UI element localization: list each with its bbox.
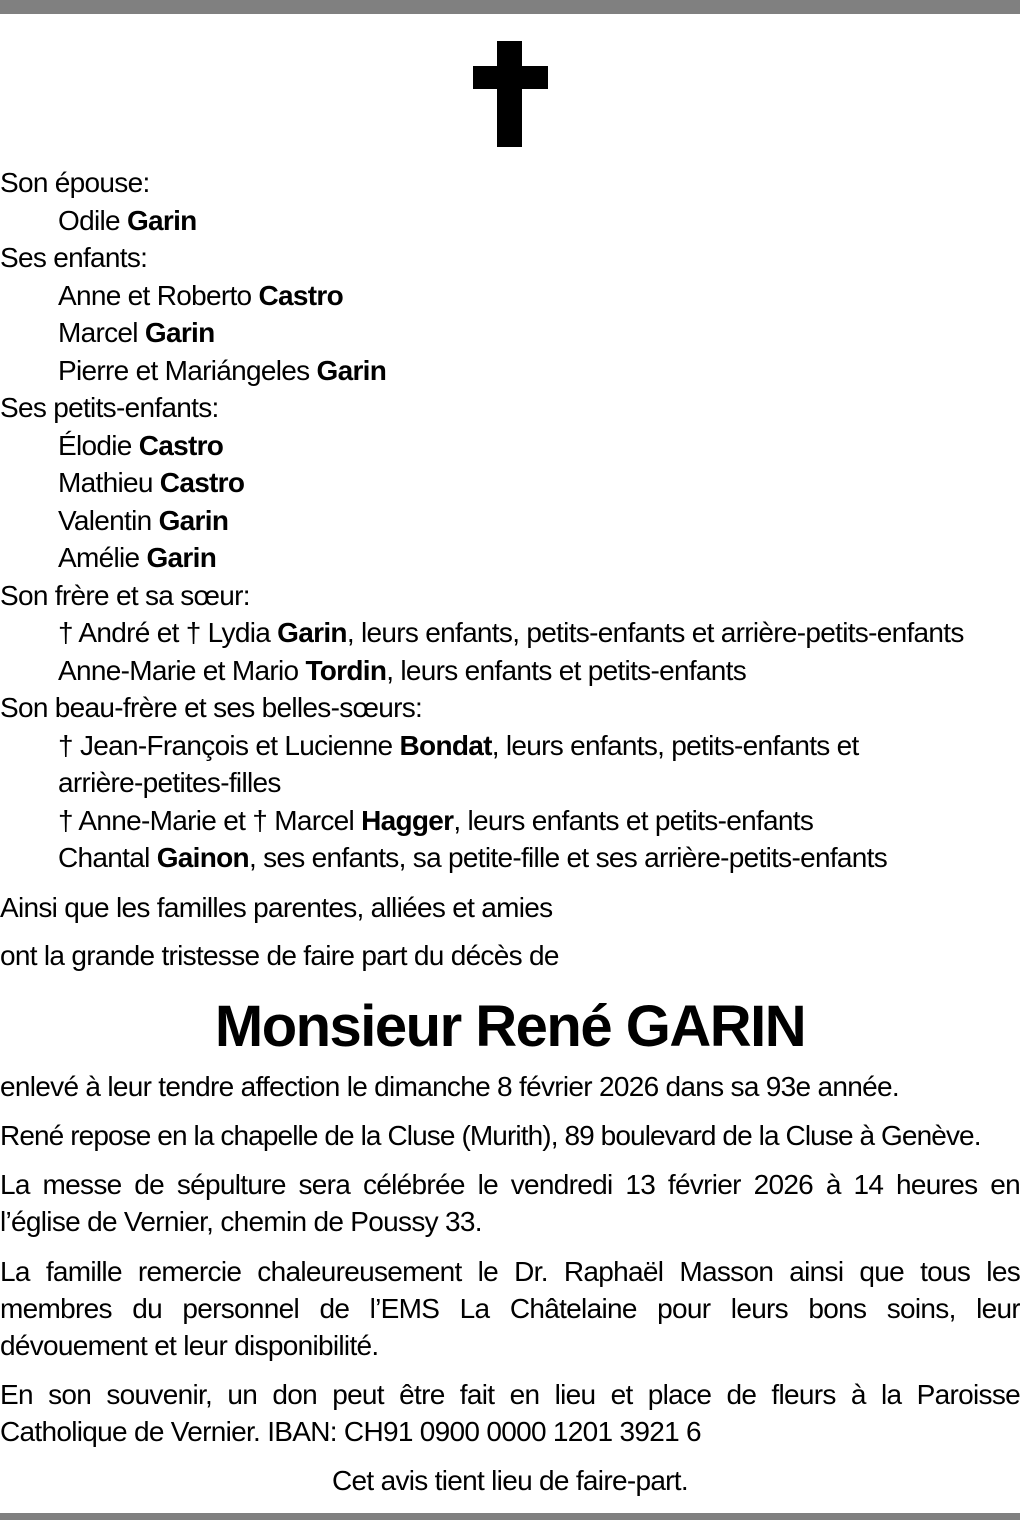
member-surname: Garin (277, 617, 347, 648)
deceased-name: Monsieur René GARIN (214, 994, 806, 1059)
member-first-names: Amélie (58, 542, 147, 573)
family-role-label: Ses petits-enfants: (0, 392, 219, 423)
member-first-names: † Jean-François et Lucienne (58, 729, 400, 761)
family-member (0, 727, 1020, 802)
family-role-label: Son beau-frère et ses belles-sœurs: (0, 692, 423, 723)
family-member (0, 277, 1020, 315)
member-surname: Garin (144, 317, 215, 348)
paragraph-affection: enlevé à leur tendre affection le dimanche 8 février 2026 dans sa 93e année. (0, 1071, 899, 1102)
family-member (0, 802, 1020, 840)
member-first-names: Anne-Marie et Mario (58, 654, 306, 686)
member-first-names: Anne et Roberto (58, 279, 259, 311)
family-role-label: Son frère et sa sœur: (0, 579, 250, 611)
family-member (0, 352, 1020, 390)
member-surname: Hagger (361, 804, 454, 836)
cross-icon (473, 41, 548, 147)
family-member (0, 839, 1020, 877)
member-surname: Garin (126, 204, 197, 236)
family-role-label: Son épouse: (0, 167, 150, 198)
member-surname: Castro (138, 429, 224, 461)
intro-line-1: Ainsi que les familles parentes, alliées et amies (0, 892, 553, 923)
family-list (0, 164, 1020, 877)
family-member (0, 614, 1020, 652)
member-surname: Castro (258, 279, 343, 311)
intro-line-2: ont la grande tristesse de faire part du décès de (0, 940, 559, 971)
paragraph-donation: En son souvenir, un don peut être fait en lieu et place de fleurs à la Paroisse Catholique de Vernier. IBAN: CH91 0900 0000 1201 3921 6 (0, 1379, 1020, 1447)
family-role-label: Ses enfants: (0, 242, 148, 273)
member-first-names: † André et † Lydia (58, 617, 278, 648)
member-note: , leurs enfants, petits-enfants et arrière-petites-filles (58, 729, 859, 798)
closing-note: Cet avis tient lieu de faire-part. (332, 1465, 688, 1496)
member-note: , leurs enfants, petits-enfants et arrière-petits-enfants (346, 617, 964, 648)
paragraph-chapel: René repose en la chapelle de la Cluse (Murith), 89 boulevard de la Cluse à Genève. (0, 1120, 981, 1151)
member-surname: Gainon (156, 842, 249, 873)
member-note: , leurs enfants et petits-enfants (453, 804, 814, 836)
family-member (0, 314, 1020, 352)
paragraph-thanks: La famille remercie chaleureusement le Dr. Raphaël Masson ainsi que tous les membres du personnel de l’EMS La Châtelaine pour leurs bons soins, leur dévouement et leur disponibilité. (0, 1256, 1020, 1361)
member-note: , leurs enfants et petits-enfants (386, 654, 747, 686)
member-surname: Bondat (399, 729, 492, 761)
member-note: , ses enfants, sa petite-fille et ses arrière-petits-enfants (248, 842, 888, 873)
member-first-names: Élodie (58, 429, 139, 461)
family-member (0, 202, 1020, 240)
member-first-names: Odile (58, 204, 127, 236)
family-member (0, 464, 1020, 502)
paragraph-mass: La messe de sépulture sera célébrée le vendredi 13 février 2026 à 14 heures en l’église de Vernier, chemin de Poussy 33. (0, 1169, 1020, 1237)
family-member (0, 427, 1020, 465)
member-first-names: Mathieu (58, 467, 160, 498)
member-surname: Castro (159, 467, 245, 498)
family-member (0, 539, 1020, 577)
member-surname: Garin (158, 504, 229, 536)
member-first-names: Pierre et Mariángeles (58, 354, 317, 386)
member-first-names: † Anne-Marie et † Marcel (58, 804, 362, 836)
bottom-border (0, 1513, 1020, 1520)
member-first-names: Valentin (58, 504, 159, 536)
family-member (0, 502, 1020, 540)
top-border (0, 0, 1020, 14)
member-first-names: Marcel (58, 317, 145, 348)
member-surname: Garin (146, 542, 217, 573)
member-surname: Tordin (305, 654, 387, 686)
member-first-names: Chantal (58, 842, 157, 873)
family-member (0, 652, 1020, 690)
member-surname: Garin (316, 354, 387, 386)
